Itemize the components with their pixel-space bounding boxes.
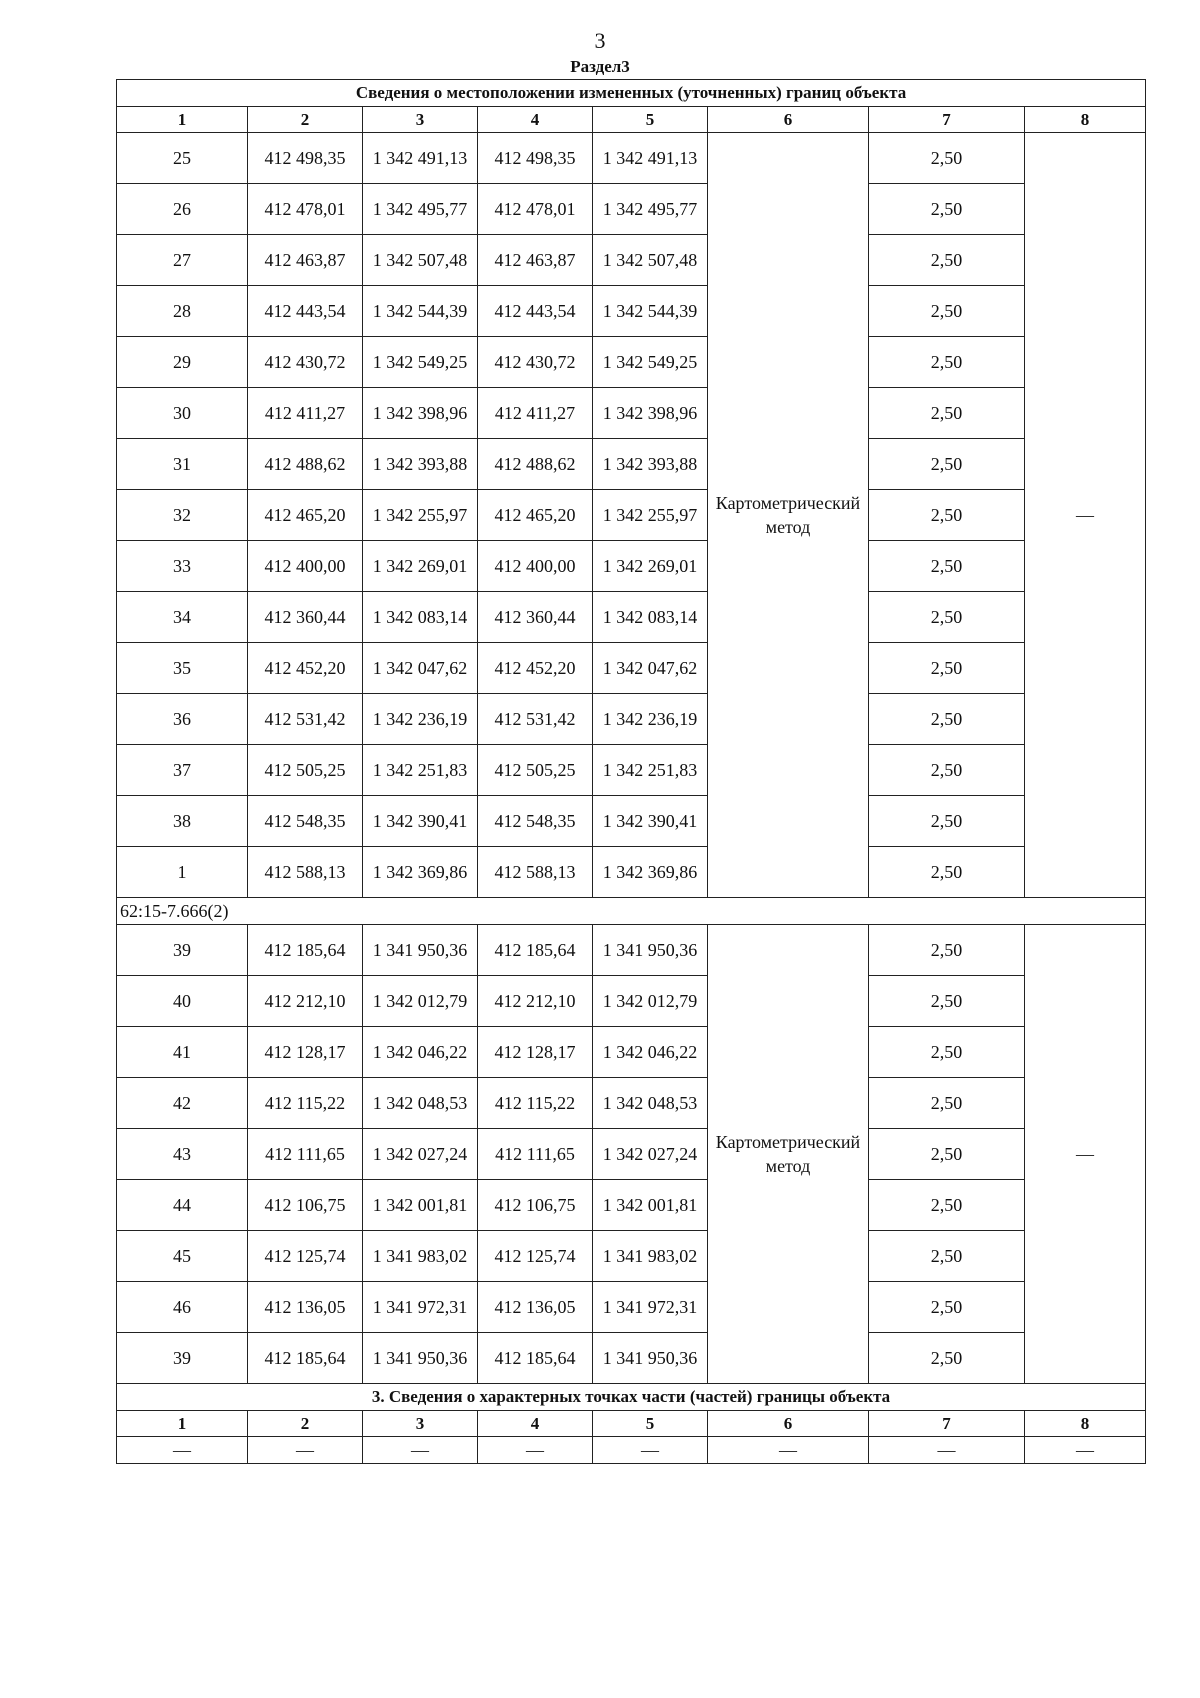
point-number: 33	[117, 541, 248, 592]
column-number: 7	[869, 1411, 1025, 1437]
x-coord-refined: 412 505,25	[478, 745, 593, 796]
table-row	[117, 184, 1146, 235]
y-coord-existing: 1 342 390,41	[363, 796, 478, 847]
boundary-coordinates-table	[116, 79, 1146, 1464]
y-coord-existing: 1 342 027,24	[363, 1129, 478, 1180]
accuracy-mt: 2,50	[869, 286, 1025, 337]
table-row	[117, 1180, 1146, 1231]
y-coord-refined: 1 342 398,96	[593, 388, 708, 439]
point-number: 25	[117, 133, 248, 184]
y-coord-refined: 1 342 491,13	[593, 133, 708, 184]
accuracy-mt: 2,50	[869, 541, 1025, 592]
y-coord-existing: 1 342 393,88	[363, 439, 478, 490]
x-coord-existing: 412 136,05	[248, 1282, 363, 1333]
point-number: 38	[117, 796, 248, 847]
y-coord-refined: 1 342 269,01	[593, 541, 708, 592]
table-row	[117, 133, 1146, 184]
accuracy-mt: 2,50	[869, 133, 1025, 184]
accuracy-mt: 2,50	[869, 184, 1025, 235]
x-coord-refined: 412 128,17	[478, 1027, 593, 1078]
point-number: 37	[117, 745, 248, 796]
accuracy-mt: 2,50	[869, 1129, 1025, 1180]
y-coord-existing: 1 341 972,31	[363, 1282, 478, 1333]
page-number: 3	[594, 28, 606, 53]
x-coord-existing: 412 443,54	[248, 286, 363, 337]
point-number: 27	[117, 235, 248, 286]
x-coord-existing: 412 185,64	[248, 925, 363, 976]
method-cell: Картометрический метод	[708, 925, 869, 1384]
x-coord-refined: 412 430,72	[478, 337, 593, 388]
x-coord-refined: 412 111,65	[478, 1129, 593, 1180]
y-coord-refined: 1 342 544,39	[593, 286, 708, 337]
column-number: 3	[363, 107, 478, 133]
method-cell: Картометрический метод	[708, 133, 869, 898]
y-coord-refined: 1 342 507,48	[593, 235, 708, 286]
y-coord-refined: 1 342 046,22	[593, 1027, 708, 1078]
table-row	[117, 1333, 1146, 1384]
y-coord-refined: 1 342 369,86	[593, 847, 708, 898]
y-coord-refined: 1 342 495,77	[593, 184, 708, 235]
y-coord-existing: 1 342 083,14	[363, 592, 478, 643]
x-coord-refined: 412 465,20	[478, 490, 593, 541]
y-coord-existing: 1 342 544,39	[363, 286, 478, 337]
x-coord-refined: 412 478,01	[478, 184, 593, 235]
x-coord-refined: 412 136,05	[478, 1282, 593, 1333]
point-number: 42	[117, 1078, 248, 1129]
x-coord-existing: 412 498,35	[248, 133, 363, 184]
table-row	[117, 643, 1146, 694]
table-row	[117, 1027, 1146, 1078]
y-coord-existing: 1 341 983,02	[363, 1231, 478, 1282]
table-row	[117, 796, 1146, 847]
x-coord-refined: 412 452,20	[478, 643, 593, 694]
point-number: 35	[117, 643, 248, 694]
x-coord-existing: 412 106,75	[248, 1180, 363, 1231]
table-row	[117, 337, 1146, 388]
column-number: 2	[248, 107, 363, 133]
y-coord-existing: 1 342 251,83	[363, 745, 478, 796]
table-row	[117, 847, 1146, 898]
table-row	[117, 1282, 1146, 1333]
y-coord-refined: 1 341 983,02	[593, 1231, 708, 1282]
accuracy-mt: 2,50	[869, 1231, 1025, 1282]
table-row	[117, 592, 1146, 643]
y-coord-existing: 1 342 507,48	[363, 235, 478, 286]
accuracy-mt: 2,50	[869, 490, 1025, 541]
point-number: 31	[117, 439, 248, 490]
y-coord-existing: 1 342 255,97	[363, 490, 478, 541]
y-coord-existing: 1 342 549,25	[363, 337, 478, 388]
y-coord-existing: 1 342 047,62	[363, 643, 478, 694]
column-number: 6	[708, 1411, 869, 1437]
y-coord-existing: 1 342 269,01	[363, 541, 478, 592]
table-row	[117, 490, 1146, 541]
x-coord-refined: 412 400,00	[478, 541, 593, 592]
point-number: 40	[117, 976, 248, 1027]
point-number: 1	[117, 847, 248, 898]
x-coord-existing: 412 128,17	[248, 1027, 363, 1078]
y-coord-existing: 1 342 491,13	[363, 133, 478, 184]
accuracy-mt: 2,50	[869, 1027, 1025, 1078]
x-coord-existing: 412 111,65	[248, 1129, 363, 1180]
y-coord-refined: 1 342 255,97	[593, 490, 708, 541]
x-coord-existing: 412 588,13	[248, 847, 363, 898]
empty-cell: —	[117, 1437, 248, 1464]
empty-cell: —	[593, 1437, 708, 1464]
x-coord-refined: 412 106,75	[478, 1180, 593, 1231]
table-row	[117, 1129, 1146, 1180]
table-title: Сведения о местоположении измененных (уточненных) границ объекта	[117, 80, 1146, 107]
x-coord-existing: 412 488,62	[248, 439, 363, 490]
column-number: 5	[593, 107, 708, 133]
x-coord-existing: 412 531,42	[248, 694, 363, 745]
column-number: 1	[117, 1411, 248, 1437]
y-coord-existing: 1 342 046,22	[363, 1027, 478, 1078]
subsection-empty-row	[117, 1437, 1146, 1464]
table-row	[117, 235, 1146, 286]
accuracy-mt: 2,50	[869, 925, 1025, 976]
x-coord-refined: 412 185,64	[478, 1333, 593, 1384]
x-coord-refined: 412 498,35	[478, 133, 593, 184]
x-coord-existing: 412 125,74	[248, 1231, 363, 1282]
point-number: 30	[117, 388, 248, 439]
x-coord-existing: 412 400,00	[248, 541, 363, 592]
y-coord-refined: 1 342 393,88	[593, 439, 708, 490]
group-label-row	[117, 898, 1146, 925]
empty-cell: —	[1025, 1437, 1146, 1464]
y-coord-existing: 1 342 398,96	[363, 388, 478, 439]
x-coord-existing: 412 115,22	[248, 1078, 363, 1129]
x-coord-existing: 412 360,44	[248, 592, 363, 643]
x-coord-existing: 412 212,10	[248, 976, 363, 1027]
x-coord-refined: 412 463,87	[478, 235, 593, 286]
column-number: 3	[363, 1411, 478, 1437]
subsection-title-row	[117, 1384, 1146, 1411]
point-number: 29	[117, 337, 248, 388]
x-coord-refined: 412 125,74	[478, 1231, 593, 1282]
accuracy-mt: 2,50	[869, 337, 1025, 388]
y-coord-refined: 1 342 048,53	[593, 1078, 708, 1129]
x-coord-refined: 412 531,42	[478, 694, 593, 745]
empty-cell: —	[869, 1437, 1025, 1464]
col8-cell: —	[1025, 925, 1146, 1384]
y-coord-existing: 1 341 950,36	[363, 925, 478, 976]
y-coord-refined: 1 342 001,81	[593, 1180, 708, 1231]
y-coord-refined: 1 341 950,36	[593, 925, 708, 976]
x-coord-existing: 412 452,20	[248, 643, 363, 694]
point-number: 44	[117, 1180, 248, 1231]
empty-cell: —	[478, 1437, 593, 1464]
accuracy-mt: 2,50	[869, 592, 1025, 643]
x-coord-existing: 412 411,27	[248, 388, 363, 439]
table-row	[117, 541, 1146, 592]
accuracy-mt: 2,50	[869, 1282, 1025, 1333]
point-number: 46	[117, 1282, 248, 1333]
x-coord-refined: 412 360,44	[478, 592, 593, 643]
accuracy-mt: 2,50	[869, 235, 1025, 286]
section-label: Раздел3	[570, 57, 630, 76]
x-coord-existing: 412 478,01	[248, 184, 363, 235]
column-number: 7	[869, 107, 1025, 133]
point-number: 34	[117, 592, 248, 643]
column-number: 2	[248, 1411, 363, 1437]
column-number: 5	[593, 1411, 708, 1437]
x-coord-refined: 412 212,10	[478, 976, 593, 1027]
x-coord-existing: 412 463,87	[248, 235, 363, 286]
x-coord-existing: 412 548,35	[248, 796, 363, 847]
accuracy-mt: 2,50	[869, 847, 1025, 898]
col8-cell: —	[1025, 133, 1146, 898]
y-coord-existing: 1 342 369,86	[363, 847, 478, 898]
point-number: 32	[117, 490, 248, 541]
point-number: 39	[117, 925, 248, 976]
accuracy-mt: 2,50	[869, 796, 1025, 847]
y-coord-refined: 1 342 549,25	[593, 337, 708, 388]
y-coord-refined: 1 341 950,36	[593, 1333, 708, 1384]
group-label: 62:15-7.666(2)	[117, 898, 1146, 925]
column-number: 4	[478, 1411, 593, 1437]
column-number: 8	[1025, 1411, 1146, 1437]
column-number-row	[117, 107, 1146, 133]
accuracy-mt: 2,50	[869, 439, 1025, 490]
y-coord-refined: 1 342 027,24	[593, 1129, 708, 1180]
point-number: 43	[117, 1129, 248, 1180]
y-coord-existing: 1 342 495,77	[363, 184, 478, 235]
table-row	[117, 694, 1146, 745]
column-number: 1	[117, 107, 248, 133]
subsection-column-number-row	[117, 1411, 1146, 1437]
accuracy-mt: 2,50	[869, 1180, 1025, 1231]
table-row	[117, 388, 1146, 439]
y-coord-existing: 1 342 236,19	[363, 694, 478, 745]
point-number: 28	[117, 286, 248, 337]
y-coord-existing: 1 342 012,79	[363, 976, 478, 1027]
x-coord-refined: 412 588,13	[478, 847, 593, 898]
y-coord-refined: 1 341 972,31	[593, 1282, 708, 1333]
subsection-title: 3. Сведения о характерных точках части (частей) границы объекта	[117, 1384, 1146, 1411]
x-coord-refined: 412 488,62	[478, 439, 593, 490]
empty-cell: —	[248, 1437, 363, 1464]
x-coord-existing: 412 185,64	[248, 1333, 363, 1384]
y-coord-refined: 1 342 083,14	[593, 592, 708, 643]
x-coord-refined: 412 185,64	[478, 925, 593, 976]
accuracy-mt: 2,50	[869, 976, 1025, 1027]
y-coord-refined: 1 342 012,79	[593, 976, 708, 1027]
point-number: 45	[117, 1231, 248, 1282]
point-number: 41	[117, 1027, 248, 1078]
accuracy-mt: 2,50	[869, 694, 1025, 745]
accuracy-mt: 2,50	[869, 745, 1025, 796]
y-coord-refined: 1 342 047,62	[593, 643, 708, 694]
y-coord-existing: 1 341 950,36	[363, 1333, 478, 1384]
x-coord-existing: 412 430,72	[248, 337, 363, 388]
table-title-row	[117, 80, 1146, 107]
point-number: 39	[117, 1333, 248, 1384]
x-coord-existing: 412 505,25	[248, 745, 363, 796]
accuracy-mt: 2,50	[869, 643, 1025, 694]
column-number: 4	[478, 107, 593, 133]
table-row	[117, 745, 1146, 796]
y-coord-refined: 1 342 251,83	[593, 745, 708, 796]
x-coord-refined: 412 411,27	[478, 388, 593, 439]
x-coord-existing: 412 465,20	[248, 490, 363, 541]
accuracy-mt: 2,50	[869, 388, 1025, 439]
accuracy-mt: 2,50	[869, 1333, 1025, 1384]
accuracy-mt: 2,50	[869, 1078, 1025, 1129]
table-row	[117, 1078, 1146, 1129]
x-coord-refined: 412 443,54	[478, 286, 593, 337]
table-row	[117, 976, 1146, 1027]
table-row	[117, 439, 1146, 490]
empty-cell: —	[363, 1437, 478, 1464]
table-row	[117, 286, 1146, 337]
empty-cell: —	[708, 1437, 869, 1464]
table-row	[117, 1231, 1146, 1282]
y-coord-refined: 1 342 236,19	[593, 694, 708, 745]
point-number: 26	[117, 184, 248, 235]
column-number: 8	[1025, 107, 1146, 133]
y-coord-existing: 1 342 048,53	[363, 1078, 478, 1129]
y-coord-existing: 1 342 001,81	[363, 1180, 478, 1231]
x-coord-refined: 412 548,35	[478, 796, 593, 847]
table-row	[117, 925, 1146, 976]
y-coord-refined: 1 342 390,41	[593, 796, 708, 847]
x-coord-refined: 412 115,22	[478, 1078, 593, 1129]
column-number: 6	[708, 107, 869, 133]
point-number: 36	[117, 694, 248, 745]
